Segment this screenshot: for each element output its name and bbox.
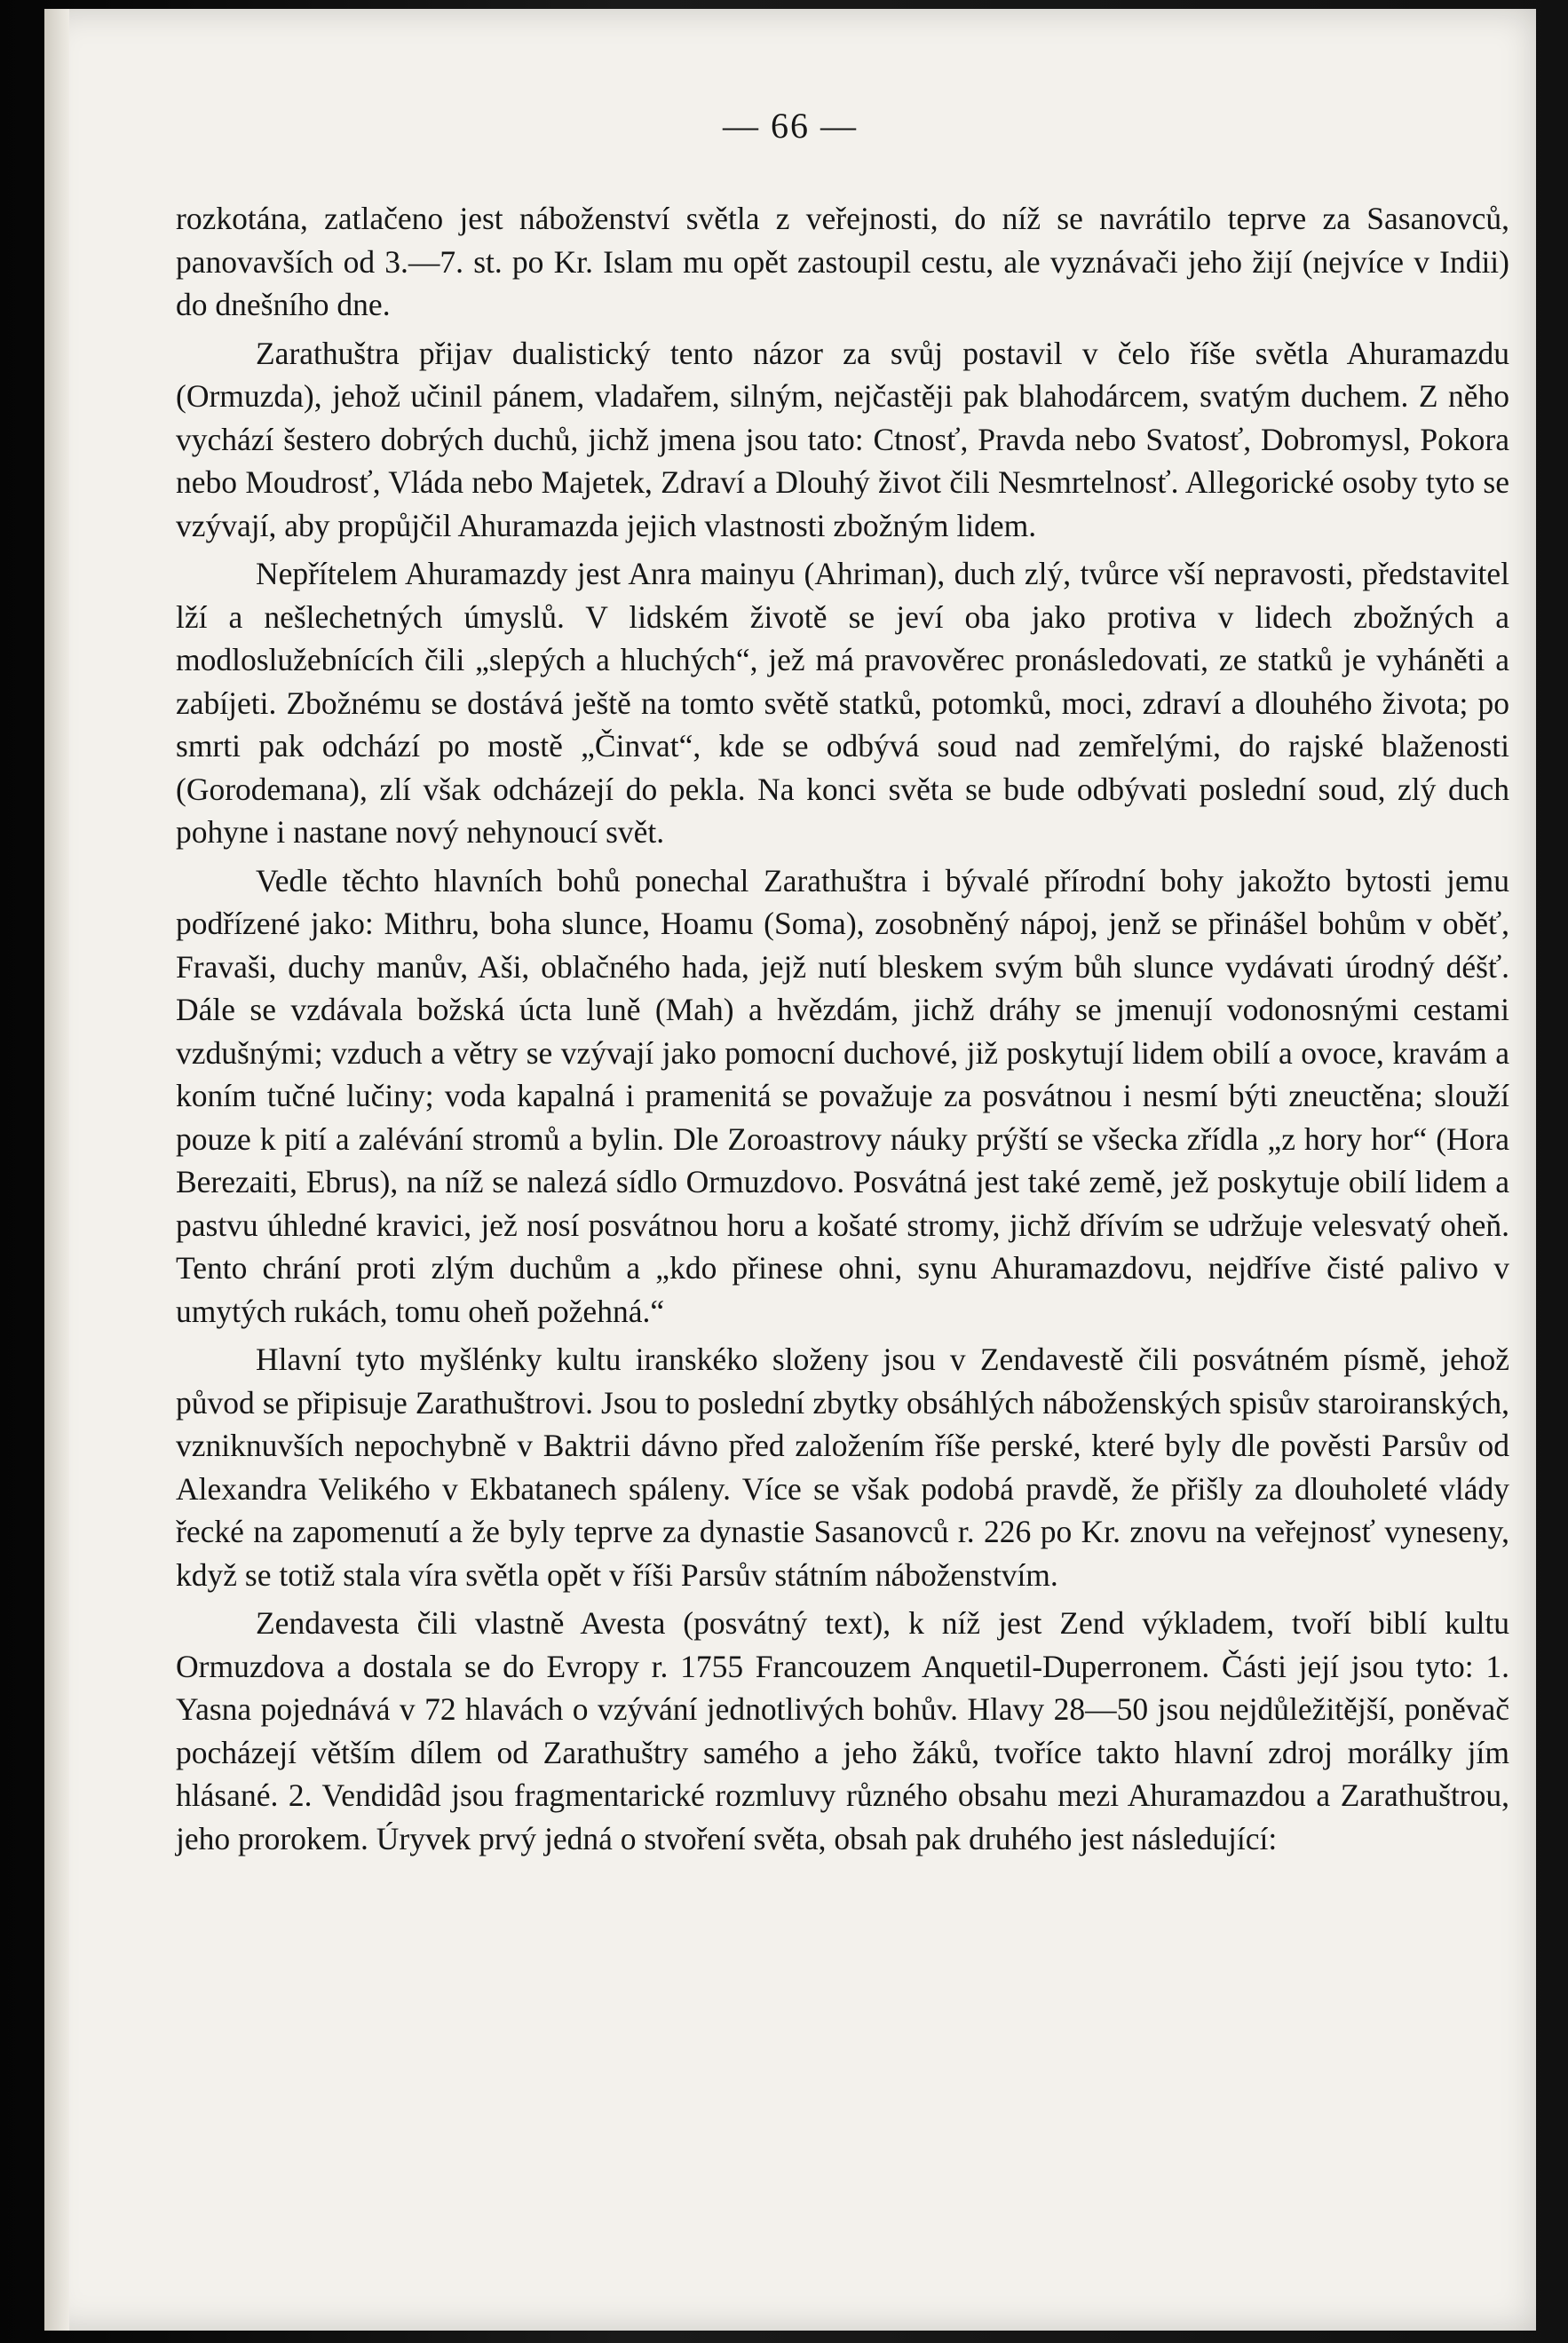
page-number: — 66 — xyxy=(723,106,858,146)
paragraph-5: Hlavní tyto myšlénky kultu iranskéko složeny jsou v Zendavestě čili posvátném písmě, jehož původ se připisuje Zarathuštrovi. Jsou to poslední zbytky obsáhlých náboženských spisův staroiranských, vzniknuvších nepochybně v Baktrii dávno před založením říše perské, které byly dle pověsti Parsův od Alexandra Velikého v Ekbatanech spáleny. Více se však podobá pravdě, že přišly za dlouholeté vlády řecké na zapomenutí a že byly teprve za dynastie Sasanovců r. 226 po Kr. znovu na veřejnosť vyneseny, když se totiž stala víra světla opět v říši Parsův státním náboženstvím. xyxy=(176,1342,1509,1593)
paragraph-6: Zendavesta čili vlastně Avesta (posvátný text), k níž jest Zend výkladem, tvoří biblí kultu Ormuzdova a dostala se do Evropy r. 1755 Francouzem Anquetil-Duperronem. Části její jsou tyto: 1. Yasna pojednává v 72 hlavách o vzývání jednotlivých bohův. Hlavy 28—50 jsou nejdůležitější, poněvač pocházejí větším dílem od Zarathuštry samého a jeho žáků, tvoříce takto hlavní zdroj morálky jím hlásané. 2. Vendidâd jsou fragmentarické rozmluvy různého obsahu mezi Ahuramazdou a Zarathuštrou, jeho prorokem. Úryvek prvý jedná o stvoření světa, obsah pak druhého jest následující: xyxy=(176,1605,1509,1856)
paragraph-1: rozkotána, zatlačeno jest náboženství světla z veřejnosti, do níž se navrátilo teprve za Sasanovců, panovavších od 3.—7. st. po Kr. Islam mu opět zastoupil cestu, ale vyznávači jeho žijí (nejvíce v Indii) do dnešního dne. xyxy=(176,201,1509,322)
paragraph-4: Vedle těchto hlavních bohů ponechal Zarathuštra i bývalé přírodní bohy jakožto bytosti jemu podřízené jako: Mithru, boha slunce, Hoamu (Soma), zosobněný nápoj, jenž se přinášel bohům v oběť, Fravaši, duchy manův, Aši, oblačného hada, jejž nutí bleskem svým bůh slunce vydávati úrodný déšť. Dále se vzdávala božská úcta luně (Mah) a hvězdám, jichž dráhy se jmenují vodonosnými cestami vzdušnými; vzduch a větry se vzývají jako pomocní duchové, již poskytují lidem obilí a ovoce, kravám a koním tučné lučiny; voda kapalná i pramenitá se považuje za posvátnou i nesmí býti zneuctěna; slouží pouze k pití a zalévání stromů a bylin. Dle Zoroastrovy náuky prýští se všecka zřídla „z hory hor“ (Hora Berezaiti, Ebrus), na níž se nalezá sídlo Ormuzdovo. Posvátná jest také země, jež poskytuje obilí lidem a pastvu úhledné kravici, jež nosí posvátnou horu a košaté stromy, jichž dřívím se udržuje velesvatý oheň. Tento chrání proti zlým duchům a „kdo přinese ohni, synu Ahuramazdovu, nejdříve čisté palivo v umytých rukách, tomu oheň požehná.“ xyxy=(176,862,1509,1329)
book-page xyxy=(44,9,1536,2331)
page-body xyxy=(176,197,1509,1865)
paragraph-3: Nepřítelem Ahuramazdy jest Anra mainyu (Ahriman), duch zlý, tvůrce vší nepravosti, představitel lží a nešlechetných úmyslů. V lidském životě se jeví oba jako protiva v lidech zbožných a modloslužebnících čili „slepých a hluchých“, jež má pravověrec pronásledovati, ze statků je vyháněti a zabíjeti. Zbožnému se dostává ještě na tomto světě statků, potomků, moci, zdraví a dlouhého života; po smrti pak odchází po mostě „Činvat“, kde se odbývá soud nad zemřelými, do rajské blaženosti (Gorodemana), zlí však odcházejí do pekla. Na konci světa se bude odbývati poslední soud, zlý duch pohyne i nastane nový nehynoucí svět. xyxy=(176,556,1509,850)
paragraph-2: Zarathuštra přijav dualistický tento názor za svůj postavil v čelo říše světla Ahuramazdu (Ormuzda), jehož učinil pánem, vladařem, silným, nejčastěji pak blahodárcem, svatým duchem. Z něho vychází šestero dobrých duchů, jichž jmena jsou tato: Ctnosť, Pravda nebo Svatosť, Dobromysl, Pokora nebo Moudrosť, Vláda nebo Majetek, Zdraví a Dlouhý život čili Nesmrtelnosť. Allegorické osoby tyto se vzývají, aby propůjčil Ahuramazda jejich vlastnosti zbožným lidem. xyxy=(176,335,1509,543)
page-spine-shadow xyxy=(44,9,69,2331)
